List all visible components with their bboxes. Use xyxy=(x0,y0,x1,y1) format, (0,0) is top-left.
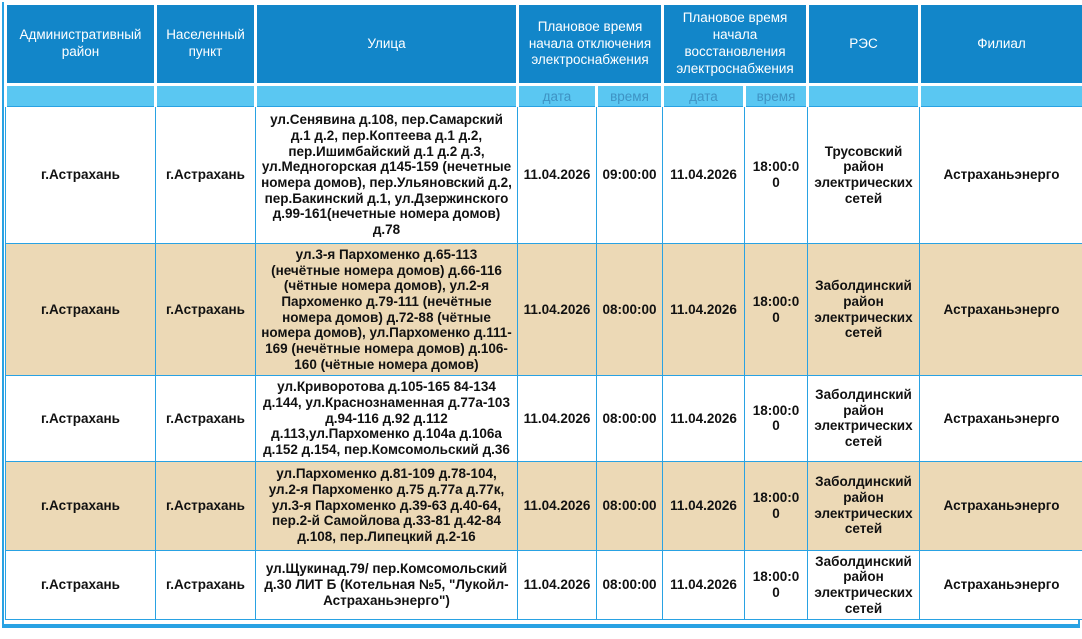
col-header-branch: Филиал xyxy=(920,4,1082,85)
cell-on-time: 18:00:00 xyxy=(745,376,808,461)
table-row xyxy=(6,376,1082,461)
cell-off-date: 11.04.2026 xyxy=(518,107,597,244)
cell-res: Трусовский район электрических сетей xyxy=(808,107,920,244)
cell-on-date: 11.04.2026 xyxy=(663,550,745,620)
cell-on-time: 18:00:00 xyxy=(745,107,808,244)
subheader-row xyxy=(6,85,1082,107)
col-header-street: Улица xyxy=(256,4,518,85)
cell-branch: Астраханьэнерго xyxy=(920,376,1082,461)
col-header-res: РЭС xyxy=(808,4,920,85)
cell-branch: Астраханьэнерго xyxy=(920,461,1082,550)
cell-on-time: 18:00:00 xyxy=(745,550,808,620)
col-header-restore-start: Плановое время начала восстановления электроснабжения xyxy=(663,4,808,85)
cell-res: Заболдинский район электрических сетей xyxy=(808,376,920,461)
table-row xyxy=(6,461,1082,550)
cell-district: г.Астрахань xyxy=(6,244,156,376)
cell-off-time: 08:00:00 xyxy=(597,376,663,461)
cell-off-time: 08:00:00 xyxy=(597,550,663,620)
cell-district: г.Астрахань xyxy=(6,107,156,244)
cell-settlement: г.Астрахань xyxy=(156,376,256,461)
cell-branch: Астраханьэнерго xyxy=(920,107,1082,244)
cell-settlement: г.Астрахань xyxy=(156,107,256,244)
cell-settlement: г.Астрахань xyxy=(156,244,256,376)
subheader-off-date: дата xyxy=(518,85,597,107)
cell-street: ул.Пархоменко д.81-109 д.78-104, ул.2-я Пархоменко д.75 д.77а д.77к, ул.3-я Пархоменко д.39-63 д.40-64, пер.2-й Самойлова д.33-81 д.42-84 д.108, пер.Липецкий д.2-16 xyxy=(256,461,518,550)
cell-off-date: 11.04.2026 xyxy=(518,461,597,550)
header-row xyxy=(6,4,1082,85)
subheader-empty-street xyxy=(256,85,518,107)
subheader-empty-district xyxy=(6,85,156,107)
table-row xyxy=(6,550,1082,620)
cell-street: ул.Сенявина д.108, пер.Самарский д.1 д.2, пер.Коптеева д.1 д.2, пер.Ишимбайский д.1 д.2 д.3, ул.Медногорская д145-159 (нечетные номера домов), пер.Ульяновский д.2, пер.Бакинский д.1, ул.Дзержинского д.99-161(нечетные номера домов) д.78 xyxy=(256,107,518,244)
cell-on-date: 11.04.2026 xyxy=(663,376,745,461)
subheader-on-time: время xyxy=(745,85,808,107)
outage-schedule xyxy=(4,2,1082,620)
col-header-outage-start: Плановое время начала отключения электроснабжения xyxy=(518,4,663,85)
cell-branch: Астраханьэнерго xyxy=(920,244,1082,376)
cell-off-date: 11.04.2026 xyxy=(518,244,597,376)
subheader-on-date: дата xyxy=(663,85,745,107)
cell-on-time: 18:00:00 xyxy=(745,461,808,550)
cell-off-time: 09:00:00 xyxy=(597,107,663,244)
cell-district: г.Астрахань xyxy=(6,461,156,550)
cell-street: ул.Щукинад.79/ пер.Комсомольский д.30 ЛИТ Б (Котельная №5, "Лукойл-Астраханьэнерго") xyxy=(256,550,518,620)
cell-off-date: 11.04.2026 xyxy=(518,550,597,620)
cell-on-date: 11.04.2026 xyxy=(663,244,745,376)
cell-settlement: г.Астрахань xyxy=(156,461,256,550)
subheader-off-time: время xyxy=(597,85,663,107)
cell-district: г.Астрахань xyxy=(6,376,156,461)
cell-off-date: 11.04.2026 xyxy=(518,376,597,461)
cell-on-date: 11.04.2026 xyxy=(663,461,745,550)
cell-res: Заболдинский район электрических сетей xyxy=(808,244,920,376)
cell-res: Заболдинский район электрических сетей xyxy=(808,550,920,620)
cell-street: ул.Криворотова д.105-165 84-134 д.144, ул.Краснознаменная д.77а-103 д.94-116 д.92 д.112 д.113,ул.Пархоменко д.104а д.106а д.152 д.154, пер.Комсомольский д.36 xyxy=(256,376,518,461)
cell-branch: Астраханьэнерго xyxy=(920,550,1082,620)
cell-on-time: 18:00:00 xyxy=(745,244,808,376)
cell-district: г.Астрахань xyxy=(6,550,156,620)
cell-off-time: 08:00:00 xyxy=(597,461,663,550)
cell-on-date: 11.04.2026 xyxy=(663,107,745,244)
cell-off-time: 08:00:00 xyxy=(597,244,663,376)
cell-res: Заболдинский район электрических сетей xyxy=(808,461,920,550)
col-header-district: Административный район xyxy=(6,4,156,85)
subheader-empty-branch xyxy=(920,85,1082,107)
cell-street: ул.3-я Пархоменко д.65-113 (нечётные номера домов) д.66-116 (чётные номера домов), ул.2-я Пархоменко д.79-111 (нечётные номера домов) д.72-88 (чётные номера домов), ул.Пархоменко д.111-169 (нечётные номера домов) д.106-160 (чётные номера домов) xyxy=(256,244,518,376)
col-header-settlement: Населенный пункт xyxy=(156,4,256,85)
subheader-empty-settlement xyxy=(156,85,256,107)
planned-outages-table xyxy=(2,2,1080,628)
table-row xyxy=(6,107,1082,244)
cell-settlement: г.Астрахань xyxy=(156,550,256,620)
table-row xyxy=(6,244,1082,376)
subheader-empty-res xyxy=(808,85,920,107)
